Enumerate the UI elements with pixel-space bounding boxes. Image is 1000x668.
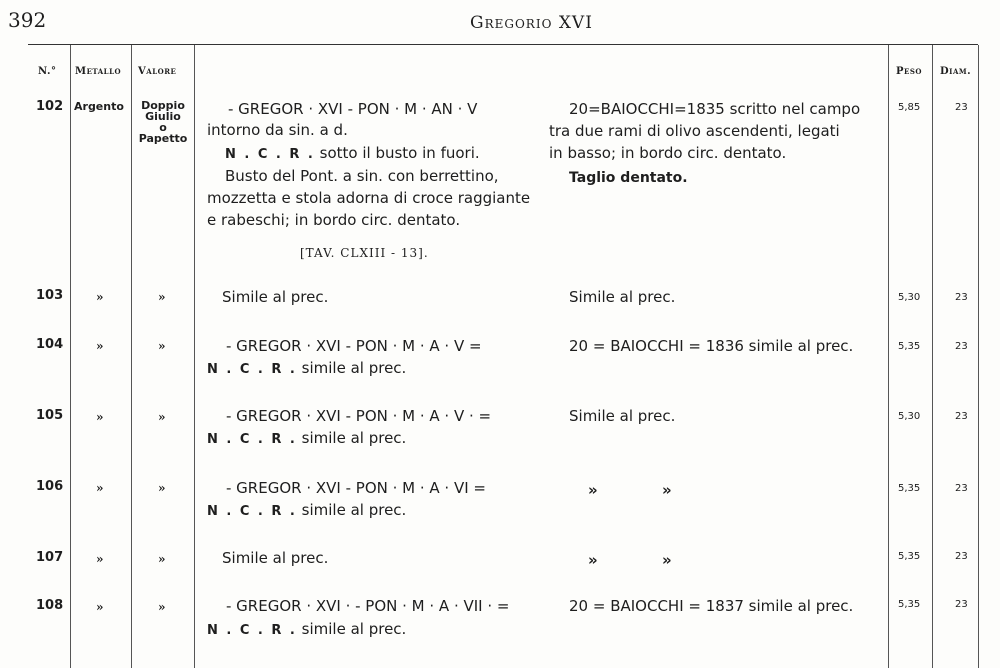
page-number: 392 [8,8,47,32]
ditto-mark: » [158,552,166,566]
obverse-line: Simile al prec. [222,549,329,567]
valore-line: o [159,121,167,134]
legend-ncr: N . C . R . [225,147,315,162]
ditto-mark: » [158,481,166,495]
diam-cell: 23 [955,292,968,303]
peso-cell: 5,30 [898,292,921,303]
obverse-line: intorno da sin. a d. [207,121,348,139]
reverse-line: 20 = BAIOCCHI = 1837 simile al prec. [569,597,854,615]
diam-cell: 23 [955,411,968,422]
peso-cell: 5,85 [898,102,921,113]
reverse-ditto: » [662,481,672,499]
peso-cell: 5,35 [898,341,921,352]
obverse-line: - GREGOR · XVI - PON · M · AN · V [228,100,478,118]
ditto-mark: » [96,600,104,614]
header-valore: Valore [138,66,177,77]
obverse-line: e rabeschi; in bordo circ. dentato. [207,211,461,229]
reverse-line: 20=BAIOCCHI=1835 scritto nel campo [569,100,861,118]
obverse-line: mozzetta e stola adorna di croce raggiante [207,189,531,207]
ditto-mark: » [158,290,166,304]
valore-line: Papetto [138,132,188,145]
header-no: N.° [38,66,57,77]
obverse-line: - GREGOR · XVI - PON · M · A · VI = [226,479,486,497]
row-number: 108 [36,598,64,613]
column-divider [131,45,132,668]
reverse-ditto: » [662,551,672,569]
obverse-text: simile al prec. [296,359,407,377]
peso-cell: 5,30 [898,411,921,422]
legend-ncr: N . C . R . [207,432,297,447]
diam-cell: 23 [955,102,968,113]
obverse-line [225,143,480,165]
obverse-line [207,428,406,450]
ditto-mark: » [96,552,104,566]
obverse-line: - GREGOR · XVI · - PON · M · A · VII · = [226,597,510,615]
obverse-line: Busto del Pont. a sin. con berrettino, [225,167,499,185]
legend-ncr: N . C . R . [207,362,297,377]
ditto-mark: » [158,339,166,353]
reverse-line: in basso; in bordo circ. dentato. [549,144,787,162]
reverse-ditto: » [588,551,598,569]
header-diam: Diam. [940,66,972,77]
reverse-line: Simile al prec. [569,407,676,425]
legend-ncr: N . C . R . [207,623,297,638]
column-divider [70,45,71,668]
obverse-text: simile al prec. [296,501,407,519]
obverse-line [207,619,406,641]
valore-line: Doppio [141,99,185,112]
obverse-line: - GREGOR · XVI - PON · M · A · V = [226,337,482,355]
header-metallo: Metallo [75,66,122,77]
obverse-line: - GREGOR · XVI - PON · M · A · V · = [226,407,492,425]
obverse-text: simile al prec. [296,620,407,638]
running-title: Gregorio XVI [470,13,593,33]
column-divider [194,45,195,668]
ditto-mark: » [96,481,104,495]
peso-cell: 5,35 [898,599,921,610]
row-number: 105 [36,408,64,423]
valore-line: Giulio [145,110,181,123]
diam-cell: 23 [955,551,968,562]
diam-cell: 23 [955,483,968,494]
metal-cell: Argento [74,100,124,113]
reverse-line: tra due rami di olivo ascendenti, legati [549,122,840,140]
ditto-mark: » [96,410,104,424]
ditto-mark: » [96,290,104,304]
diam-cell: 23 [955,599,968,610]
reverse-line: 20 = BAIOCCHI = 1836 simile al prec. [569,337,854,355]
row-number: 102 [36,99,64,114]
ditto-mark: » [158,600,166,614]
peso-cell: 5,35 [898,483,921,494]
plate-reference: [TAV. CLXIII - 13]. [300,246,429,260]
column-divider [932,45,933,668]
obverse-line [207,358,406,380]
header-peso: Peso [896,66,923,77]
row-number: 104 [36,337,64,352]
legend-ncr: N . C . R . [207,504,297,519]
row-number: 103 [36,288,64,303]
reverse-line: Taglio dentato. [569,170,688,186]
row-number: 106 [36,479,64,494]
column-divider [978,45,979,668]
reverse-ditto: » [588,481,598,499]
column-divider [888,45,889,668]
reverse-line: Simile al prec. [569,288,676,306]
obverse-line [207,500,406,522]
ditto-mark: » [158,410,166,424]
obverse-line: Simile al prec. [222,288,329,306]
obverse-text: sotto il busto in fuori. [314,144,480,162]
obverse-text: simile al prec. [296,429,407,447]
ditto-mark: » [96,339,104,353]
diam-cell: 23 [955,341,968,352]
row-number: 107 [36,550,64,565]
top-rule [28,44,978,45]
peso-cell: 5,35 [898,551,921,562]
